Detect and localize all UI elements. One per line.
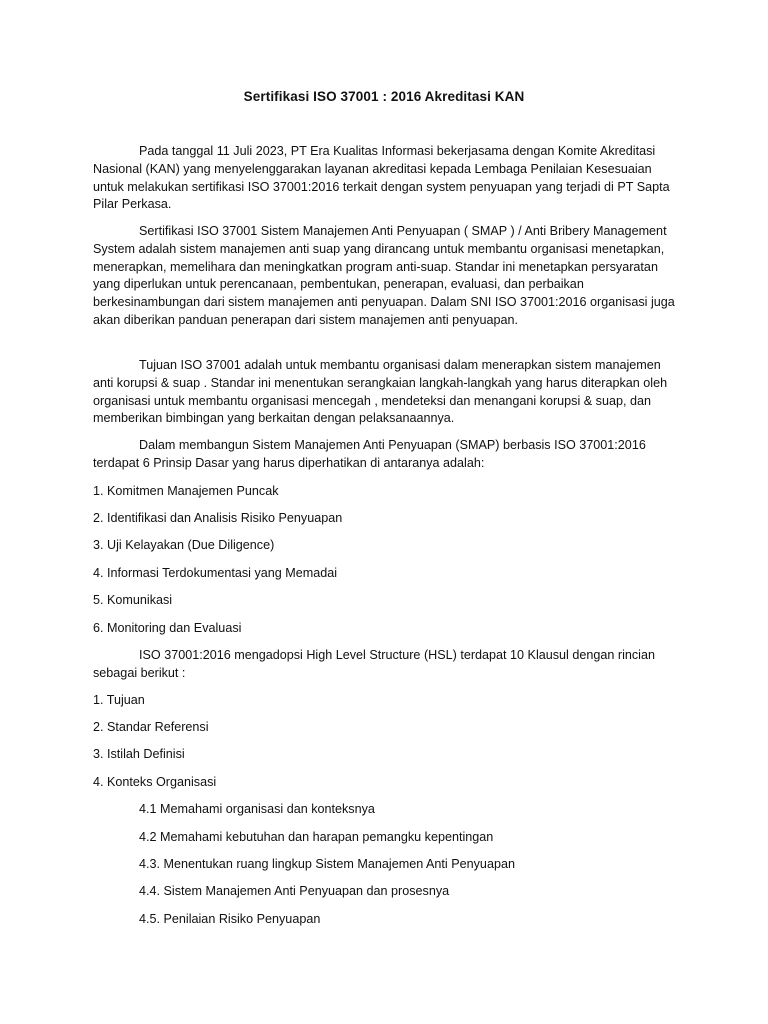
- paragraph-definition: [93, 223, 683, 330]
- subclause-item: 4.1 Memahami organisasi dan konteksnya: [139, 802, 375, 816]
- subclause-item: 4.4. Sistem Manajemen Anti Penyuapan dan prosesnya: [139, 884, 450, 898]
- paragraph-principles-intro: [93, 437, 683, 473]
- paragraph-intro: [93, 143, 683, 214]
- subclause-item: 4.5. Penilaian Risiko Penyuapan: [139, 912, 321, 926]
- paragraph-intro-text: Pada tanggal 11 Juli 2023, PT Era Kualitas Informasi bekerjasama dengan Komite Akreditasi Nasional (KAN) yang menyelenggarakan layanan akreditasi kepada Lembaga Penilaian Kesesuaian untuk melakukan sertifikasi ISO 37001:2016 terkait dengan system penyuapan yang terjadi di PT Sapta Pilar Perkasa.: [93, 144, 670, 212]
- paragraph-hls: [93, 647, 683, 683]
- clause-item: 1. Tujuan: [93, 693, 145, 707]
- principle-item: 1. Komitmen Manajemen Puncak: [93, 484, 279, 498]
- principle-item: 3. Uji Kelayakan (Due Diligence): [93, 538, 275, 552]
- subclause-item: 4.2 Memahami kebutuhan dan harapan pemangku kepentingan: [139, 830, 494, 844]
- paragraph-principles-intro-text: Dalam membangun Sistem Manajemen Anti Penyuapan (SMAP) berbasis ISO 37001:2016 terdapat 6 Prinsip Dasar yang harus diperhatikan di antaranya adalah:: [93, 438, 646, 470]
- principle-item: 5. Komunikasi: [93, 593, 173, 607]
- principle-item: 4. Informasi Terdokumentasi yang Memadai: [93, 566, 338, 580]
- clause-item: 4. Konteks Organisasi: [93, 775, 217, 789]
- document-title: Sertifikasi ISO 37001 : 2016 Akreditasi KAN: [243, 89, 525, 104]
- clause-item: 3. Istilah Definisi: [93, 747, 185, 761]
- principle-item: 6. Monitoring dan Evaluasi: [93, 621, 242, 635]
- principle-item: 2. Identifikasi dan Analisis Risiko Penyuapan: [93, 511, 343, 525]
- paragraph-purpose: [93, 357, 683, 428]
- subclause-item: 4.3. Menentukan ruang lingkup Sistem Manajemen Anti Penyuapan: [139, 857, 515, 871]
- paragraph-definition-text: Sertifikasi ISO 37001 Sistem Manajemen Anti Penyuapan ( SMAP ) / Anti Bribery Management System adalah sistem manajemen anti suap yang dirancang untuk membantu organisasi menetapkan, menerapkan, memelihara dan meningkatkan program anti-suap. Standar ini menetapkan persyaratan yang diperlukan untuk perencanaan, pembentukan, penerapan, evaluasi, dan perbaikan berkesinambungan dari sistem manajemen anti penyuapan. Dalam SNI ISO 37001:2016 organisasi juga akan diberikan panduan penerapan dari sistem manajemen anti penyuapan.: [93, 224, 675, 327]
- paragraph-purpose-text: Tujuan ISO 37001 adalah untuk membantu organisasi dalam menerapkan sistem manajemen anti korupsi & suap . Standar ini menentukan serangkaian langkah-langkah yang harus diterapkan oleh organisasi untuk membantu organisasi mencegah , mendeteksi dan menangani korupsi & suap, dan memberikan bimbingan yang berkaitan dengan pelaksanaannya.: [93, 358, 668, 426]
- paragraph-hls-text: ISO 37001:2016 mengadopsi High Level Structure (HSL) terdapat 10 Klausul dengan rincian sebagai berikut :: [93, 648, 655, 680]
- clause-item: 2. Standar Referensi: [93, 720, 209, 734]
